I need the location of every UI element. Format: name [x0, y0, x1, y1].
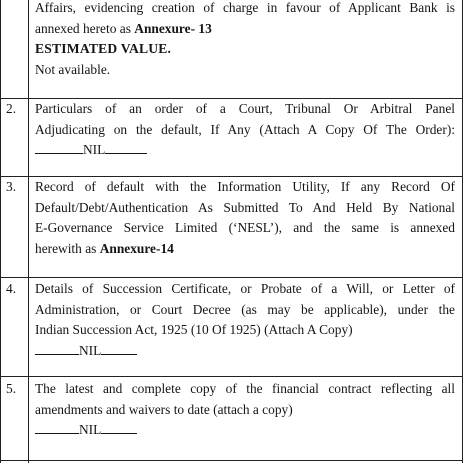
row-divider [0, 460, 463, 461]
item-line: Administration, or Court Decree (as may be applicable), under the [35, 301, 455, 317]
item-2-content [35, 99, 455, 161]
item-number: 5. [6, 381, 17, 396]
item-annex-line: herewith as Annexure-14 [35, 240, 174, 256]
table-left-border [0, 0, 1, 463]
answer-value: NIL [79, 422, 102, 438]
item-number: 4. [6, 281, 17, 296]
item-5-content [35, 379, 455, 441]
annexure-reference: Annexure-14 [99, 240, 174, 256]
item-4-content [35, 279, 455, 361]
row-divider [0, 376, 463, 377]
answer-value: NIL [83, 142, 106, 158]
intro-section [35, 0, 455, 80]
item-answer [35, 420, 455, 441]
estimated-value: Not available. [35, 61, 111, 77]
answer-value: NIL [79, 342, 102, 358]
item-answer [35, 140, 455, 161]
item-line: Adjudicating on the default, If Any (Attach A Copy Of The Order): [35, 121, 455, 137]
item-line: Particulars of an order of a Court, Tribunal Or Arbitral Panel [35, 101, 455, 116]
annexure-reference: Annexure- 13 [134, 20, 212, 36]
item-answer [35, 341, 455, 362]
item-number: 3. [6, 179, 17, 194]
item-number: 2. [6, 101, 17, 116]
table-right-border [462, 0, 463, 463]
item-line: Indian Succession Act, 1925 (10 Of 1925) (Attach A Copy) [35, 322, 353, 338]
intro-annex-line: annexed hereto as Annexure- 13 [35, 20, 212, 36]
item-line: Details of Succession Certificate, or Probate of a Will, or Letter of [35, 281, 455, 296]
item-line: E-Governance Service Limited (‘NESL’), and the same is annexed [35, 220, 455, 236]
item-line: Default/Debt/Authentication As Submitted To And Held By National [35, 199, 455, 215]
item-3-content [35, 177, 455, 259]
row-divider [0, 277, 463, 278]
item-line: amendments and waivers to date (attach a copy) [35, 401, 293, 417]
item-line: Record of default with the Information Utility, If any Record Of [35, 179, 455, 194]
intro-line: Affairs, evidencing creation of charge in favour of Applicant Bank is [35, 0, 455, 15]
section-heading: ESTIMATED VALUE. [35, 41, 172, 57]
item-line: The latest and complete copy of the financial contract reflecting all [35, 381, 455, 396]
table-column-divider [28, 0, 29, 463]
